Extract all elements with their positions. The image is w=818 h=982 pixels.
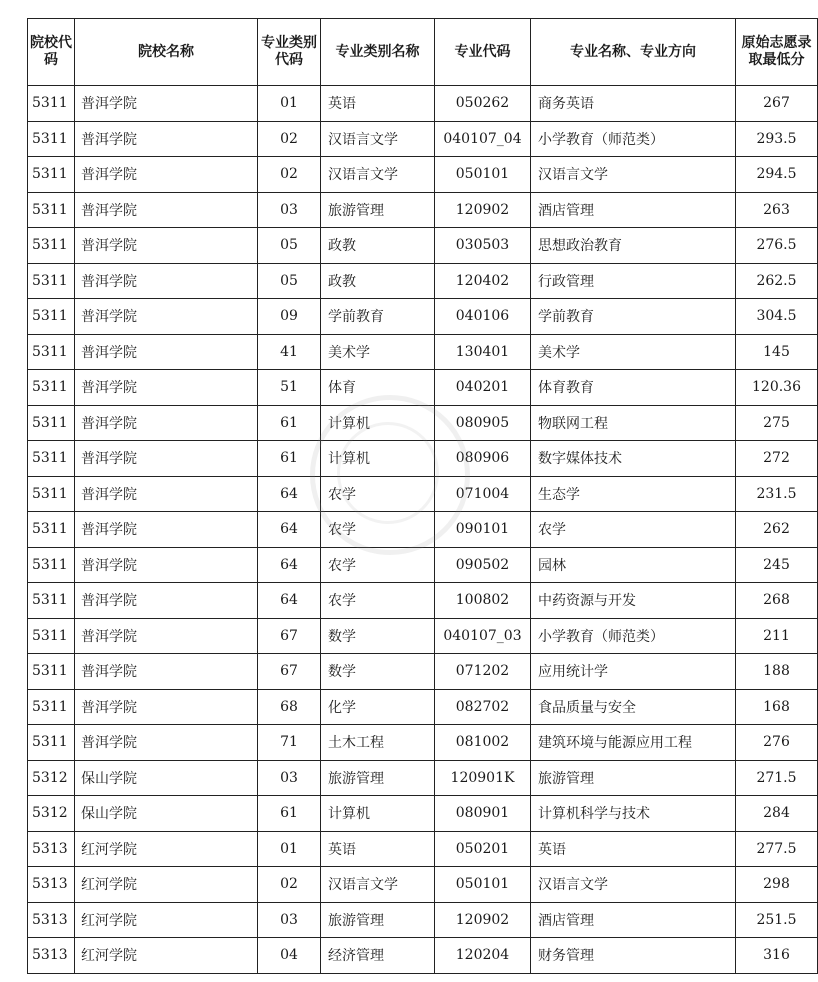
major-name-cell: 汉语言文学 bbox=[531, 867, 736, 903]
major-name-cell: 生态学 bbox=[531, 476, 736, 512]
school-name-cell: 普洱学院 bbox=[75, 583, 258, 619]
min-score-cell: 304.5 bbox=[736, 299, 818, 335]
category-name-cell: 计算机 bbox=[321, 405, 435, 441]
min-score-cell: 276 bbox=[736, 725, 818, 761]
major-name-cell: 行政管理 bbox=[531, 263, 736, 299]
school-name-cell: 普洱学院 bbox=[75, 334, 258, 370]
min-score-cell: 263 bbox=[736, 192, 818, 228]
school-code-cell: 5313 bbox=[28, 867, 75, 903]
major-code-cell: 030503 bbox=[435, 228, 531, 264]
header-major-code: 专业代码 bbox=[435, 19, 531, 86]
category-name-cell: 旅游管理 bbox=[321, 902, 435, 938]
school-name-cell: 普洱学院 bbox=[75, 86, 258, 122]
min-score-cell: 271.5 bbox=[736, 760, 818, 796]
school-code-cell: 5311 bbox=[28, 725, 75, 761]
category-code-cell: 61 bbox=[258, 796, 321, 832]
category-code-cell: 01 bbox=[258, 86, 321, 122]
major-name-cell: 学前教育 bbox=[531, 299, 736, 335]
category-code-cell: 05 bbox=[258, 228, 321, 264]
category-code-cell: 09 bbox=[258, 299, 321, 335]
major-code-cell: 050101 bbox=[435, 867, 531, 903]
category-code-cell: 51 bbox=[258, 370, 321, 406]
table-header-row bbox=[28, 19, 818, 86]
header-school-code: 院校代码 bbox=[28, 19, 75, 86]
category-code-cell: 67 bbox=[258, 654, 321, 690]
school-code-cell: 5313 bbox=[28, 938, 75, 974]
category-code-cell: 02 bbox=[258, 157, 321, 193]
school-code-cell: 5311 bbox=[28, 476, 75, 512]
school-name-cell: 普洱学院 bbox=[75, 441, 258, 477]
school-code-cell: 5311 bbox=[28, 192, 75, 228]
category-code-cell: 03 bbox=[258, 760, 321, 796]
header-min-score: 原始志愿录取最低分 bbox=[736, 19, 818, 86]
major-code-cell: 071004 bbox=[435, 476, 531, 512]
major-name-cell: 旅游管理 bbox=[531, 760, 736, 796]
major-code-cell: 120902 bbox=[435, 192, 531, 228]
category-name-cell: 土木工程 bbox=[321, 725, 435, 761]
major-code-cell: 120901K bbox=[435, 760, 531, 796]
major-name-cell: 小学教育（师范类） bbox=[531, 121, 736, 157]
category-code-cell: 67 bbox=[258, 618, 321, 654]
major-code-cell: 090101 bbox=[435, 512, 531, 548]
min-score-cell: 120.36 bbox=[736, 370, 818, 406]
min-score-cell: 284 bbox=[736, 796, 818, 832]
major-name-cell: 美术学 bbox=[531, 334, 736, 370]
category-code-cell: 64 bbox=[258, 547, 321, 583]
min-score-cell: 251.5 bbox=[736, 902, 818, 938]
major-name-cell: 物联网工程 bbox=[531, 405, 736, 441]
min-score-cell: 293.5 bbox=[736, 121, 818, 157]
min-score-cell: 145 bbox=[736, 334, 818, 370]
header-category-name: 专业类别名称 bbox=[321, 19, 435, 86]
category-name-cell: 数学 bbox=[321, 618, 435, 654]
table-row bbox=[28, 476, 818, 512]
major-name-cell: 园林 bbox=[531, 547, 736, 583]
category-name-cell: 数学 bbox=[321, 654, 435, 690]
major-name-cell: 财务管理 bbox=[531, 938, 736, 974]
major-name-cell: 体育教育 bbox=[531, 370, 736, 406]
category-name-cell: 农学 bbox=[321, 583, 435, 619]
min-score-cell: 316 bbox=[736, 938, 818, 974]
table-row bbox=[28, 370, 818, 406]
major-name-cell: 农学 bbox=[531, 512, 736, 548]
major-name-cell: 商务英语 bbox=[531, 86, 736, 122]
major-code-cell: 040107_03 bbox=[435, 618, 531, 654]
school-name-cell: 普洱学院 bbox=[75, 725, 258, 761]
school-name-cell: 普洱学院 bbox=[75, 370, 258, 406]
school-name-cell: 普洱学院 bbox=[75, 476, 258, 512]
category-name-cell: 学前教育 bbox=[321, 299, 435, 335]
category-name-cell: 计算机 bbox=[321, 796, 435, 832]
table-row bbox=[28, 86, 818, 122]
major-code-cell: 040201 bbox=[435, 370, 531, 406]
category-name-cell: 英语 bbox=[321, 831, 435, 867]
min-score-cell: 275 bbox=[736, 405, 818, 441]
major-code-cell: 120902 bbox=[435, 902, 531, 938]
school-code-cell: 5311 bbox=[28, 299, 75, 335]
school-name-cell: 普洱学院 bbox=[75, 263, 258, 299]
table-row bbox=[28, 618, 818, 654]
school-name-cell: 普洱学院 bbox=[75, 228, 258, 264]
min-score-cell: 188 bbox=[736, 654, 818, 690]
major-code-cell: 080906 bbox=[435, 441, 531, 477]
category-code-cell: 02 bbox=[258, 121, 321, 157]
category-code-cell: 64 bbox=[258, 476, 321, 512]
table-row bbox=[28, 796, 818, 832]
school-name-cell: 普洱学院 bbox=[75, 157, 258, 193]
table-row bbox=[28, 192, 818, 228]
admission-score-table bbox=[27, 18, 818, 974]
min-score-cell: 262 bbox=[736, 512, 818, 548]
major-code-cell: 050262 bbox=[435, 86, 531, 122]
school-code-cell: 5311 bbox=[28, 405, 75, 441]
header-category-code: 专业类别代码 bbox=[258, 19, 321, 86]
major-code-cell: 090502 bbox=[435, 547, 531, 583]
school-code-cell: 5311 bbox=[28, 370, 75, 406]
major-code-cell: 080905 bbox=[435, 405, 531, 441]
school-name-cell: 保山学院 bbox=[75, 796, 258, 832]
category-code-cell: 68 bbox=[258, 689, 321, 725]
major-name-cell: 中药资源与开发 bbox=[531, 583, 736, 619]
table-row bbox=[28, 334, 818, 370]
table-row bbox=[28, 299, 818, 335]
min-score-cell: 276.5 bbox=[736, 228, 818, 264]
school-code-cell: 5311 bbox=[28, 263, 75, 299]
category-name-cell: 计算机 bbox=[321, 441, 435, 477]
major-code-cell: 040106 bbox=[435, 299, 531, 335]
school-name-cell: 保山学院 bbox=[75, 760, 258, 796]
min-score-cell: 268 bbox=[736, 583, 818, 619]
category-name-cell: 旅游管理 bbox=[321, 760, 435, 796]
major-name-cell: 建筑环境与能源应用工程 bbox=[531, 725, 736, 761]
category-code-cell: 64 bbox=[258, 512, 321, 548]
category-code-cell: 03 bbox=[258, 192, 321, 228]
min-score-cell: 245 bbox=[736, 547, 818, 583]
table-row bbox=[28, 689, 818, 725]
min-score-cell: 267 bbox=[736, 86, 818, 122]
school-code-cell: 5312 bbox=[28, 760, 75, 796]
school-code-cell: 5311 bbox=[28, 547, 75, 583]
major-code-cell: 100802 bbox=[435, 583, 531, 619]
category-name-cell: 英语 bbox=[321, 86, 435, 122]
school-code-cell: 5313 bbox=[28, 902, 75, 938]
school-code-cell: 5311 bbox=[28, 618, 75, 654]
category-code-cell: 02 bbox=[258, 867, 321, 903]
major-name-cell: 计算机科学与技术 bbox=[531, 796, 736, 832]
major-name-cell: 汉语言文学 bbox=[531, 157, 736, 193]
header-major-name: 专业名称、专业方向 bbox=[531, 19, 736, 86]
min-score-cell: 262.5 bbox=[736, 263, 818, 299]
table-row bbox=[28, 547, 818, 583]
table-row bbox=[28, 263, 818, 299]
school-code-cell: 5311 bbox=[28, 654, 75, 690]
table-row bbox=[28, 760, 818, 796]
category-name-cell: 汉语言文学 bbox=[321, 867, 435, 903]
category-name-cell: 农学 bbox=[321, 476, 435, 512]
table-body bbox=[28, 86, 818, 974]
major-code-cell: 080901 bbox=[435, 796, 531, 832]
table-row bbox=[28, 902, 818, 938]
table-row bbox=[28, 831, 818, 867]
table-row bbox=[28, 512, 818, 548]
category-code-cell: 61 bbox=[258, 441, 321, 477]
school-name-cell: 红河学院 bbox=[75, 867, 258, 903]
table-row bbox=[28, 441, 818, 477]
school-code-cell: 5311 bbox=[28, 512, 75, 548]
major-code-cell: 081002 bbox=[435, 725, 531, 761]
school-code-cell: 5311 bbox=[28, 583, 75, 619]
school-name-cell: 普洱学院 bbox=[75, 618, 258, 654]
major-code-cell: 071202 bbox=[435, 654, 531, 690]
category-name-cell: 农学 bbox=[321, 547, 435, 583]
category-code-cell: 04 bbox=[258, 938, 321, 974]
school-code-cell: 5311 bbox=[28, 334, 75, 370]
min-score-cell: 272 bbox=[736, 441, 818, 477]
category-code-cell: 41 bbox=[258, 334, 321, 370]
school-name-cell: 红河学院 bbox=[75, 902, 258, 938]
major-code-cell: 050101 bbox=[435, 157, 531, 193]
category-name-cell: 旅游管理 bbox=[321, 192, 435, 228]
table-row bbox=[28, 938, 818, 974]
table-row bbox=[28, 867, 818, 903]
table-row bbox=[28, 725, 818, 761]
category-name-cell: 体育 bbox=[321, 370, 435, 406]
table-row bbox=[28, 583, 818, 619]
school-name-cell: 普洱学院 bbox=[75, 405, 258, 441]
school-name-cell: 普洱学院 bbox=[75, 689, 258, 725]
min-score-cell: 168 bbox=[736, 689, 818, 725]
school-name-cell: 普洱学院 bbox=[75, 654, 258, 690]
major-code-cell: 120204 bbox=[435, 938, 531, 974]
school-name-cell: 普洱学院 bbox=[75, 121, 258, 157]
major-name-cell: 英语 bbox=[531, 831, 736, 867]
category-code-cell: 61 bbox=[258, 405, 321, 441]
min-score-cell: 298 bbox=[736, 867, 818, 903]
major-code-cell: 050201 bbox=[435, 831, 531, 867]
school-code-cell: 5311 bbox=[28, 441, 75, 477]
category-code-cell: 71 bbox=[258, 725, 321, 761]
school-code-cell: 5312 bbox=[28, 796, 75, 832]
table-row bbox=[28, 157, 818, 193]
category-name-cell: 政教 bbox=[321, 228, 435, 264]
min-score-cell: 294.5 bbox=[736, 157, 818, 193]
school-code-cell: 5313 bbox=[28, 831, 75, 867]
school-code-cell: 5311 bbox=[28, 121, 75, 157]
category-name-cell: 汉语言文学 bbox=[321, 121, 435, 157]
category-name-cell: 化学 bbox=[321, 689, 435, 725]
min-score-cell: 211 bbox=[736, 618, 818, 654]
table-row bbox=[28, 121, 818, 157]
table-row bbox=[28, 405, 818, 441]
major-name-cell: 应用统计学 bbox=[531, 654, 736, 690]
school-name-cell: 普洱学院 bbox=[75, 512, 258, 548]
category-name-cell: 经济管理 bbox=[321, 938, 435, 974]
major-name-cell: 食品质量与安全 bbox=[531, 689, 736, 725]
category-name-cell: 政教 bbox=[321, 263, 435, 299]
category-code-cell: 03 bbox=[258, 902, 321, 938]
school-code-cell: 5311 bbox=[28, 86, 75, 122]
school-name-cell: 普洱学院 bbox=[75, 299, 258, 335]
school-name-cell: 红河学院 bbox=[75, 831, 258, 867]
major-code-cell: 130401 bbox=[435, 334, 531, 370]
school-name-cell: 普洱学院 bbox=[75, 547, 258, 583]
min-score-cell: 277.5 bbox=[736, 831, 818, 867]
major-name-cell: 酒店管理 bbox=[531, 902, 736, 938]
category-code-cell: 01 bbox=[258, 831, 321, 867]
category-name-cell: 美术学 bbox=[321, 334, 435, 370]
major-name-cell: 小学教育（师范类） bbox=[531, 618, 736, 654]
school-code-cell: 5311 bbox=[28, 228, 75, 264]
category-code-cell: 64 bbox=[258, 583, 321, 619]
major-name-cell: 数字媒体技术 bbox=[531, 441, 736, 477]
school-code-cell: 5311 bbox=[28, 689, 75, 725]
major-name-cell: 酒店管理 bbox=[531, 192, 736, 228]
school-name-cell: 红河学院 bbox=[75, 938, 258, 974]
school-code-cell: 5311 bbox=[28, 157, 75, 193]
category-name-cell: 农学 bbox=[321, 512, 435, 548]
min-score-cell: 231.5 bbox=[736, 476, 818, 512]
major-code-cell: 120402 bbox=[435, 263, 531, 299]
table-row bbox=[28, 228, 818, 264]
category-name-cell: 汉语言文学 bbox=[321, 157, 435, 193]
major-code-cell: 082702 bbox=[435, 689, 531, 725]
major-code-cell: 040107_04 bbox=[435, 121, 531, 157]
major-name-cell: 思想政治教育 bbox=[531, 228, 736, 264]
school-name-cell: 普洱学院 bbox=[75, 192, 258, 228]
table-row bbox=[28, 654, 818, 690]
header-school-name: 院校名称 bbox=[75, 19, 258, 86]
category-code-cell: 05 bbox=[258, 263, 321, 299]
